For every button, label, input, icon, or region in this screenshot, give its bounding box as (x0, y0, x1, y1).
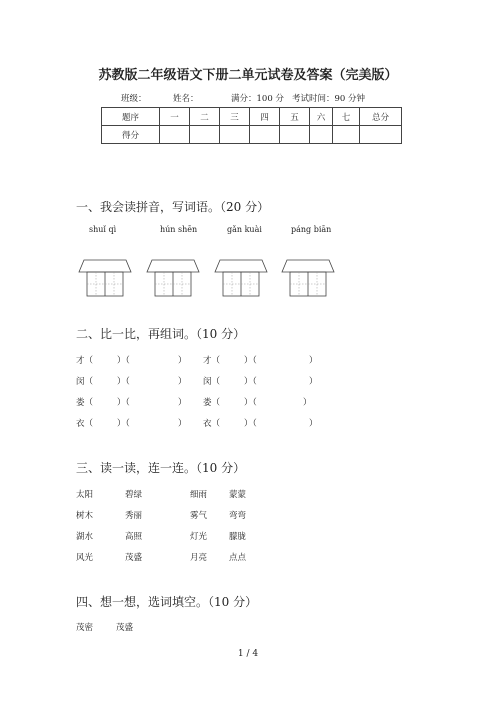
doc-title: 苏教版二年级语文下册二单元试卷及答案（完美版） (98, 68, 398, 83)
score-table (101, 107, 402, 144)
match-word: 雾气 (190, 511, 208, 521)
compare-cell: ） (309, 356, 318, 366)
compare-cell: ）（ (244, 377, 257, 387)
score-cell (360, 126, 402, 144)
exam-time-label: 考试时间：90 分钟 (292, 94, 366, 104)
match-word: 茂盛 (125, 553, 143, 563)
score-table-score-row (102, 126, 402, 144)
compare-cell: ）（ (117, 398, 130, 408)
match-word: 秀丽 (125, 511, 143, 521)
compare-cell: ） (178, 356, 187, 366)
compare-cell: ） (178, 419, 187, 429)
section-3-title: 三、读一读，连一连。（10 分） (76, 461, 246, 475)
header-cell: 四 (250, 108, 280, 126)
compare-cell: 闵（ (76, 377, 94, 387)
match-word: 弯弯 (229, 511, 247, 521)
choice-word: 茂盛 (116, 623, 134, 633)
compare-cell: ） (178, 398, 187, 408)
pinyin-1: shuǐ qì (89, 225, 117, 234)
section-4-title: 四、想一想，选词填空。（10 分） (76, 595, 258, 609)
page-number: 1 / 4 (237, 649, 259, 659)
match-word: 灯光 (190, 532, 208, 542)
full-score-label: 满分：100 分 (231, 94, 284, 104)
section-1-title: 一、我会读拼音，写词语。（20 分） (76, 200, 270, 214)
match-word: 月亮 (190, 553, 208, 563)
score-cell (220, 126, 250, 144)
header-cell: 题序 (102, 108, 160, 126)
match-word: 高照 (125, 532, 143, 542)
writing-grid-house-3 (214, 259, 268, 299)
compare-cell: 娄（ (76, 398, 94, 408)
pinyin-3: gǎn kuài (227, 225, 262, 234)
score-cell (160, 126, 190, 144)
score-row-label: 得分 (102, 126, 160, 144)
score-cell (280, 126, 310, 144)
header-cell: 六 (310, 108, 333, 126)
writing-grid-house-1 (78, 259, 132, 299)
section-2-title: 二、比一比，再组词。（10 分） (76, 327, 246, 341)
compare-cell: ） (303, 398, 312, 408)
match-word: 太阳 (76, 490, 94, 500)
compare-cell: ）（ (244, 419, 257, 429)
compare-cell: ）（ (244, 356, 257, 366)
compare-cell: ） (309, 377, 318, 387)
header-cell: 二 (190, 108, 220, 126)
compare-cell: ） (178, 377, 187, 387)
name-label: 姓名： (173, 94, 199, 104)
match-word: 点点 (229, 553, 247, 563)
score-cell (310, 126, 333, 144)
match-word: 细雨 (190, 490, 208, 500)
compare-cell: 才（ (76, 356, 94, 366)
score-cell (190, 126, 220, 144)
match-word: 碧绿 (125, 490, 143, 500)
choice-word: 茂密 (76, 623, 94, 633)
header-cell: 七 (333, 108, 360, 126)
compare-cell: 衣（ (203, 419, 221, 429)
pinyin-2: hún shēn (160, 225, 198, 234)
match-word: 湖水 (76, 532, 94, 542)
header-cell: 五 (280, 108, 310, 126)
score-table-header-row (102, 108, 402, 126)
match-word: 朦胧 (229, 532, 247, 542)
writing-grid-house-2 (146, 259, 200, 299)
compare-cell: ）（ (117, 377, 130, 387)
compare-cell: 才（ (203, 356, 221, 366)
pinyin-4: páng biān (291, 225, 332, 234)
compare-cell: 闵（ (203, 377, 221, 387)
header-cell: 一 (160, 108, 190, 126)
compare-cell: 衣（ (76, 419, 94, 429)
match-word: 树木 (76, 511, 94, 521)
compare-cell: 娄（ (203, 398, 221, 408)
match-word: 风光 (76, 553, 94, 563)
score-cell (333, 126, 360, 144)
match-word: 蒙蒙 (229, 490, 247, 500)
compare-cell: ）（ (117, 356, 130, 366)
header-cell: 三 (220, 108, 250, 126)
compare-cell: ） (309, 419, 318, 429)
compare-cell: ）（ (244, 398, 257, 408)
score-cell (250, 126, 280, 144)
writing-grid-house-4 (281, 259, 335, 299)
class-label: 班级： (121, 94, 147, 104)
header-cell: 总分 (360, 108, 402, 126)
compare-cell: ）（ (117, 419, 130, 429)
